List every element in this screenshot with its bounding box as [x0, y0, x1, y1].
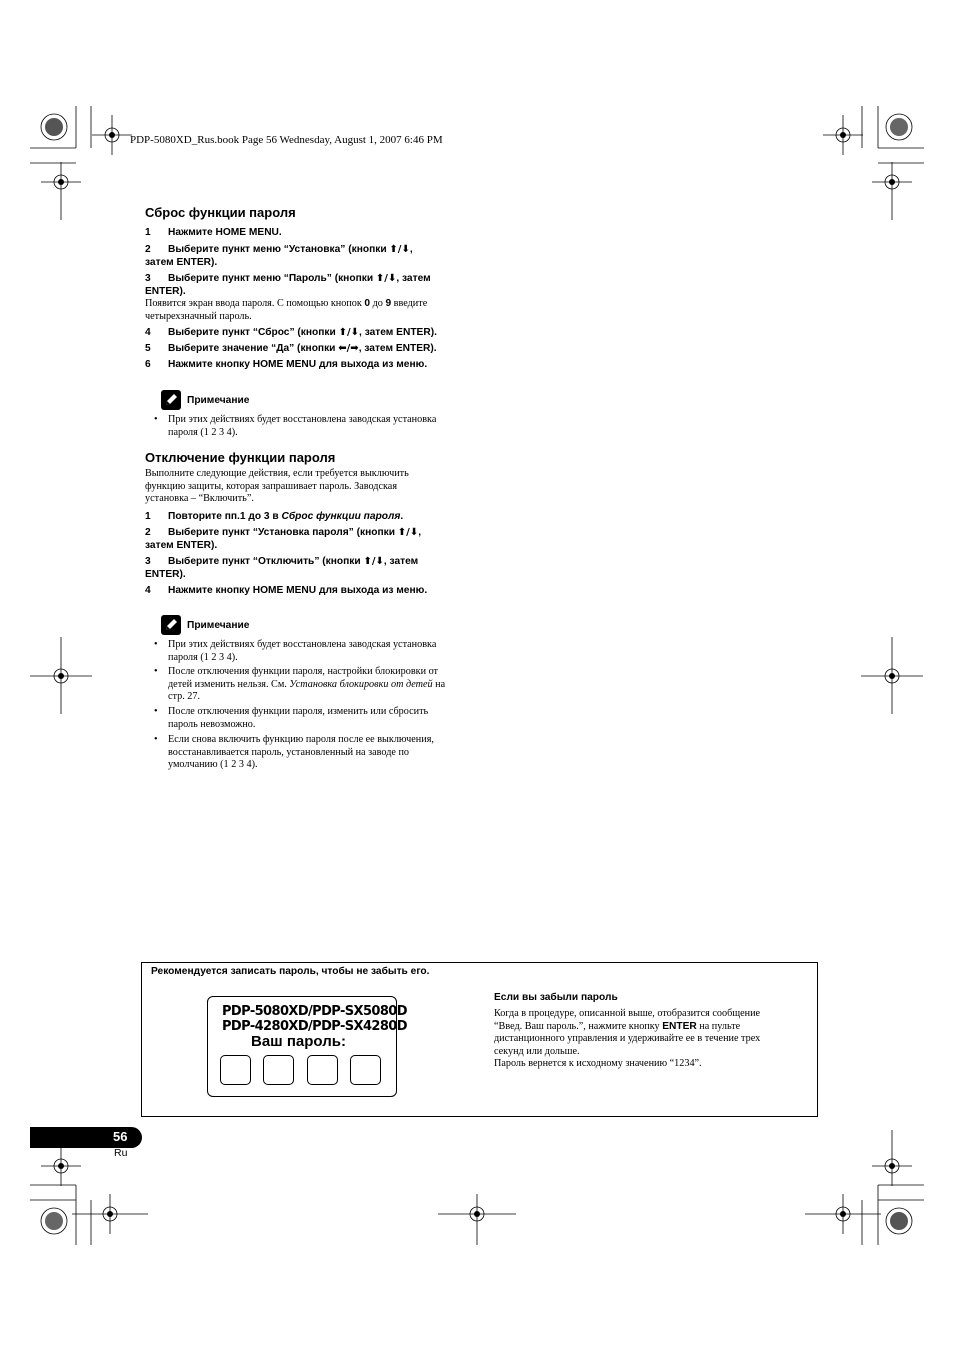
- note-bullet: • После отключения функции пароля, настройки блокировки от детей изменить нельзя. См. Установка блокировки от детей на стр. 27.: [154, 666, 446, 702]
- memo-headline: Рекомендуется записать пароль, чтобы не забыть его.: [151, 966, 430, 977]
- step-item: 2 Выберите пункт “Установка пароля” (кнопки ⬆/⬇, затем ENTER).: [145, 527, 422, 551]
- up-down-arrows-icon: ⬆/⬇: [363, 556, 384, 567]
- section-title-disable: Отключение функции пароля: [145, 450, 336, 465]
- step-item: 3 Выберите пункт меню “Пароль” (кнопки ⬆/⬇, затем ENTER).: [145, 273, 431, 297]
- up-down-arrows-icon: ⬆/⬇: [375, 273, 397, 284]
- password-digit-box: [307, 1055, 338, 1085]
- step-item: 3 Выберите пункт “Отключить” (кнопки ⬆/⬇, затем ENTER).: [145, 556, 419, 580]
- card-model-line1: PDP-5080XD/PDP-SX5080D: [222, 1004, 407, 1019]
- section-title-reset: Сброс функции пароля: [145, 205, 296, 220]
- step-info: Появится экран ввода пароля. С помощью кнопок 0 до 9 введите четырехзначный пароль.: [145, 298, 428, 322]
- step-item: 4 Нажмите кнопку HOME MENU для выхода из меню.: [145, 585, 428, 596]
- left-right-arrows-icon: ⬅/➡: [338, 343, 359, 354]
- page-number: 56: [113, 1129, 128, 1144]
- note-bullet: • Если снова включить функцию пароля после ее выключения, восстанавливается пароль, установленный на заводе по умолчанию (1 2 3 4).: [154, 734, 434, 770]
- note-bullet: • После отключения функции пароля, изменить или сбросить пароль невозможно.: [154, 706, 429, 730]
- pencil-note-icon: [161, 390, 181, 410]
- note-bullet: • При этих действиях будет восстановлена заводская установка пароля (1 2 3 4).: [154, 639, 437, 663]
- note-title: Примечание: [187, 620, 250, 631]
- forgot-text: Когда в процедуре, описанной выше, отобразится сообщение “Введ. Ваш пароль.”, нажмите кнопку ENTER на пульте дистанционного управления и удерживайте ее в течение трех секунд или дольше. Пароль вернется к исходному значению “1234”.: [494, 1008, 761, 1069]
- step-item: 1 Повторите пп.1 до 3 в Сброс функции пароля.: [145, 511, 404, 522]
- step-item: 4 Выберите пункт “Сброс” (кнопки ⬆/⬇, затем ENTER).: [145, 327, 437, 338]
- up-down-arrows-icon: ⬆/⬇: [389, 244, 410, 255]
- step-item: 5 Выберите значение “Да” (кнопки ⬅/➡, затем ENTER).: [145, 343, 437, 354]
- password-digit-box: [350, 1055, 381, 1085]
- note-bullet: • При этих действиях будет восстановлена заводская установка пароля (1 2 3 4).: [154, 414, 437, 438]
- pencil-note-icon: [161, 615, 181, 635]
- forgot-title: Если вы забыли пароль: [494, 992, 618, 1003]
- card-password-label: Ваш пароль:: [251, 1033, 346, 1050]
- step-item: 6 Нажмите кнопку HOME MENU для выхода из меню.: [145, 359, 428, 370]
- step-item: 2 Выберите пункт меню “Установка” (кнопки ⬆/⬇, затем ENTER).: [145, 244, 413, 268]
- section-intro: Выполните следующие действия, если требуется выключить функцию защиты, которая запрашивает пароль. Заводская установка – “Включить”.: [145, 468, 409, 504]
- language-code: Ru: [114, 1147, 128, 1159]
- password-digit-box: [220, 1055, 251, 1085]
- step-item: 1 Нажмите HOME MENU.: [145, 227, 282, 238]
- up-down-arrows-icon: ⬆/⬇: [338, 327, 360, 338]
- up-down-arrows-icon: ⬆/⬇: [397, 527, 419, 538]
- password-digit-box: [263, 1055, 294, 1085]
- note-title: Примечание: [187, 395, 250, 406]
- card-model-line2: PDP-4280XD/PDP-SX4280D: [222, 1019, 407, 1034]
- running-head: PDP-5080XD_Rus.book Page 56 Wednesday, August 1, 2007 6:46 PM: [130, 134, 443, 146]
